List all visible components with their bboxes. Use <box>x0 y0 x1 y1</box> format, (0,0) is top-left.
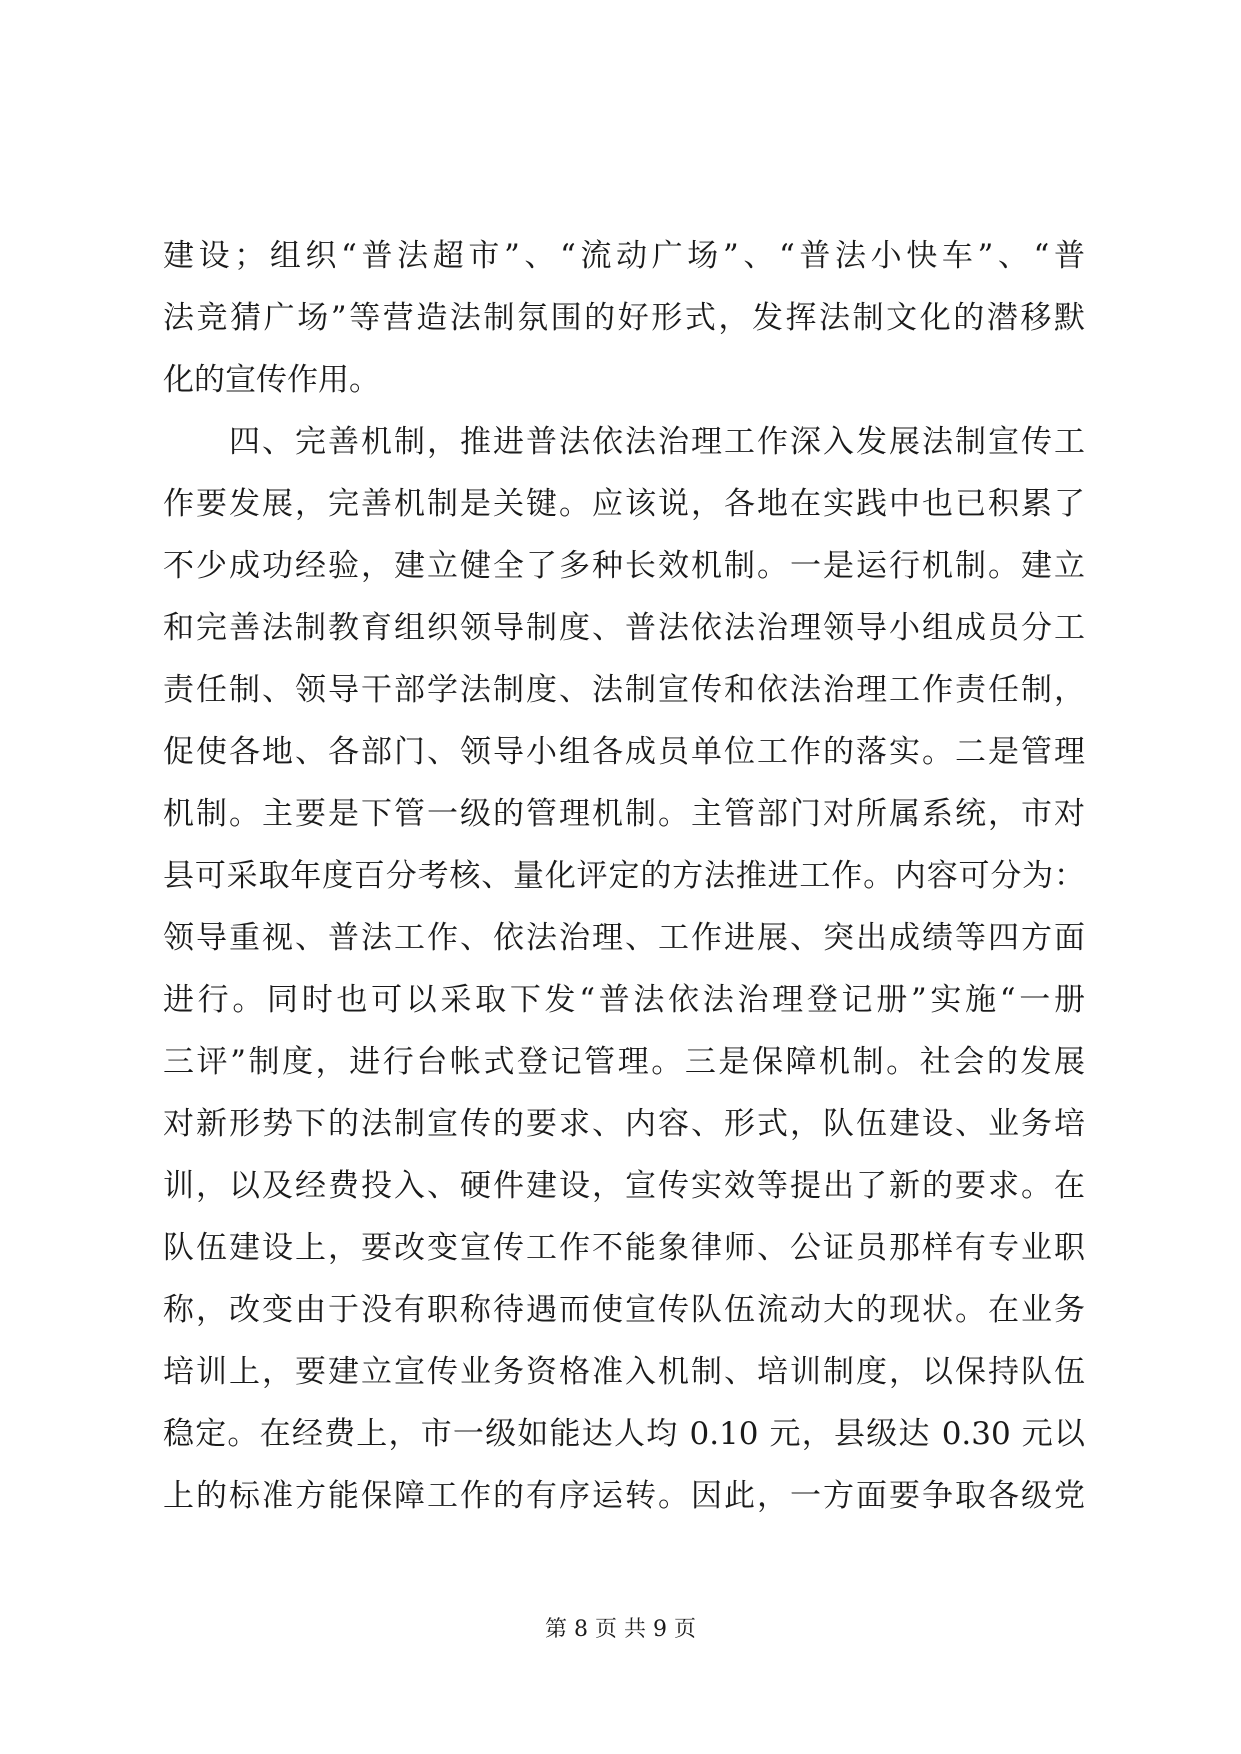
text-line: 促使各地、各部门、领导小组各成员单位工作的落实。二是管理 <box>163 734 1085 770</box>
body-text <box>163 225 1085 1527</box>
text-line: 对新形势下的法制宣传的要求、内容、形式，队伍建设、业务培 <box>163 1106 1085 1142</box>
text-line: 作要发展，完善机制是关键。应该说，各地在实践中也已积累了 <box>163 486 1085 522</box>
text-line: 进行。同时也可以采取下发“普法依法治理登记册”实施“一册 <box>163 982 1085 1018</box>
text-line: 建设；组织“普法超市”、“流动广场”、“普法小快车”、“普 <box>163 238 1085 274</box>
text-line: 责任制、领导干部学法制度、法制宣传和依法治理工作责任制， <box>163 672 1085 708</box>
text-line: 机制。主要是下管一级的管理机制。主管部门对所属系统，市对 <box>163 796 1085 832</box>
text-line: 上的标准方能保障工作的有序运转。因此，一方面要争取各级党 <box>163 1478 1085 1514</box>
text-line: 培训上，要建立宣传业务资格准入机制、培训制度，以保持队伍 <box>163 1354 1085 1390</box>
text-line: 化的宣传作用。 <box>163 362 380 398</box>
text-line: 三评”制度，进行台帐式登记管理。三是保障机制。社会的发展 <box>163 1044 1085 1080</box>
text-line: 队伍建设上，要改变宣传工作不能象律师、公证员那样有专业职 <box>163 1230 1085 1266</box>
text-line: 县可采取年度百分考核、量化评定的方法推进工作。内容可分为： <box>163 858 1085 894</box>
text-line: 不少成功经验，建立健全了多种长效机制。一是运行机制。建立 <box>163 548 1085 584</box>
text-line: 和完善法制教育组织领导制度、普法依法治理领导小组成员分工 <box>163 610 1085 646</box>
text-line: 称，改变由于没有职称待遇而使宣传队伍流动大的现状。在业务 <box>163 1292 1085 1328</box>
text-line: 训，以及经费投入、硬件建设，宣传实效等提出了新的要求。在 <box>163 1168 1085 1204</box>
page-number-footer: 第 8 页 共 9 页 <box>545 1617 696 1642</box>
text-line: 法竞猜广场”等营造法制氛围的好形式，发挥法制文化的潜移默 <box>163 300 1085 336</box>
section-heading-line: 四、完善机制，推进普法依法治理工作深入发展法制宣传工 <box>163 424 1085 460</box>
text-line: 稳定。在经费上，市一级如能达人均 0.10 元，县级达 0.30 元以 <box>163 1416 1085 1452</box>
text-line: 领导重视、普法工作、依法治理、工作进展、突出成绩等四方面 <box>163 920 1085 956</box>
